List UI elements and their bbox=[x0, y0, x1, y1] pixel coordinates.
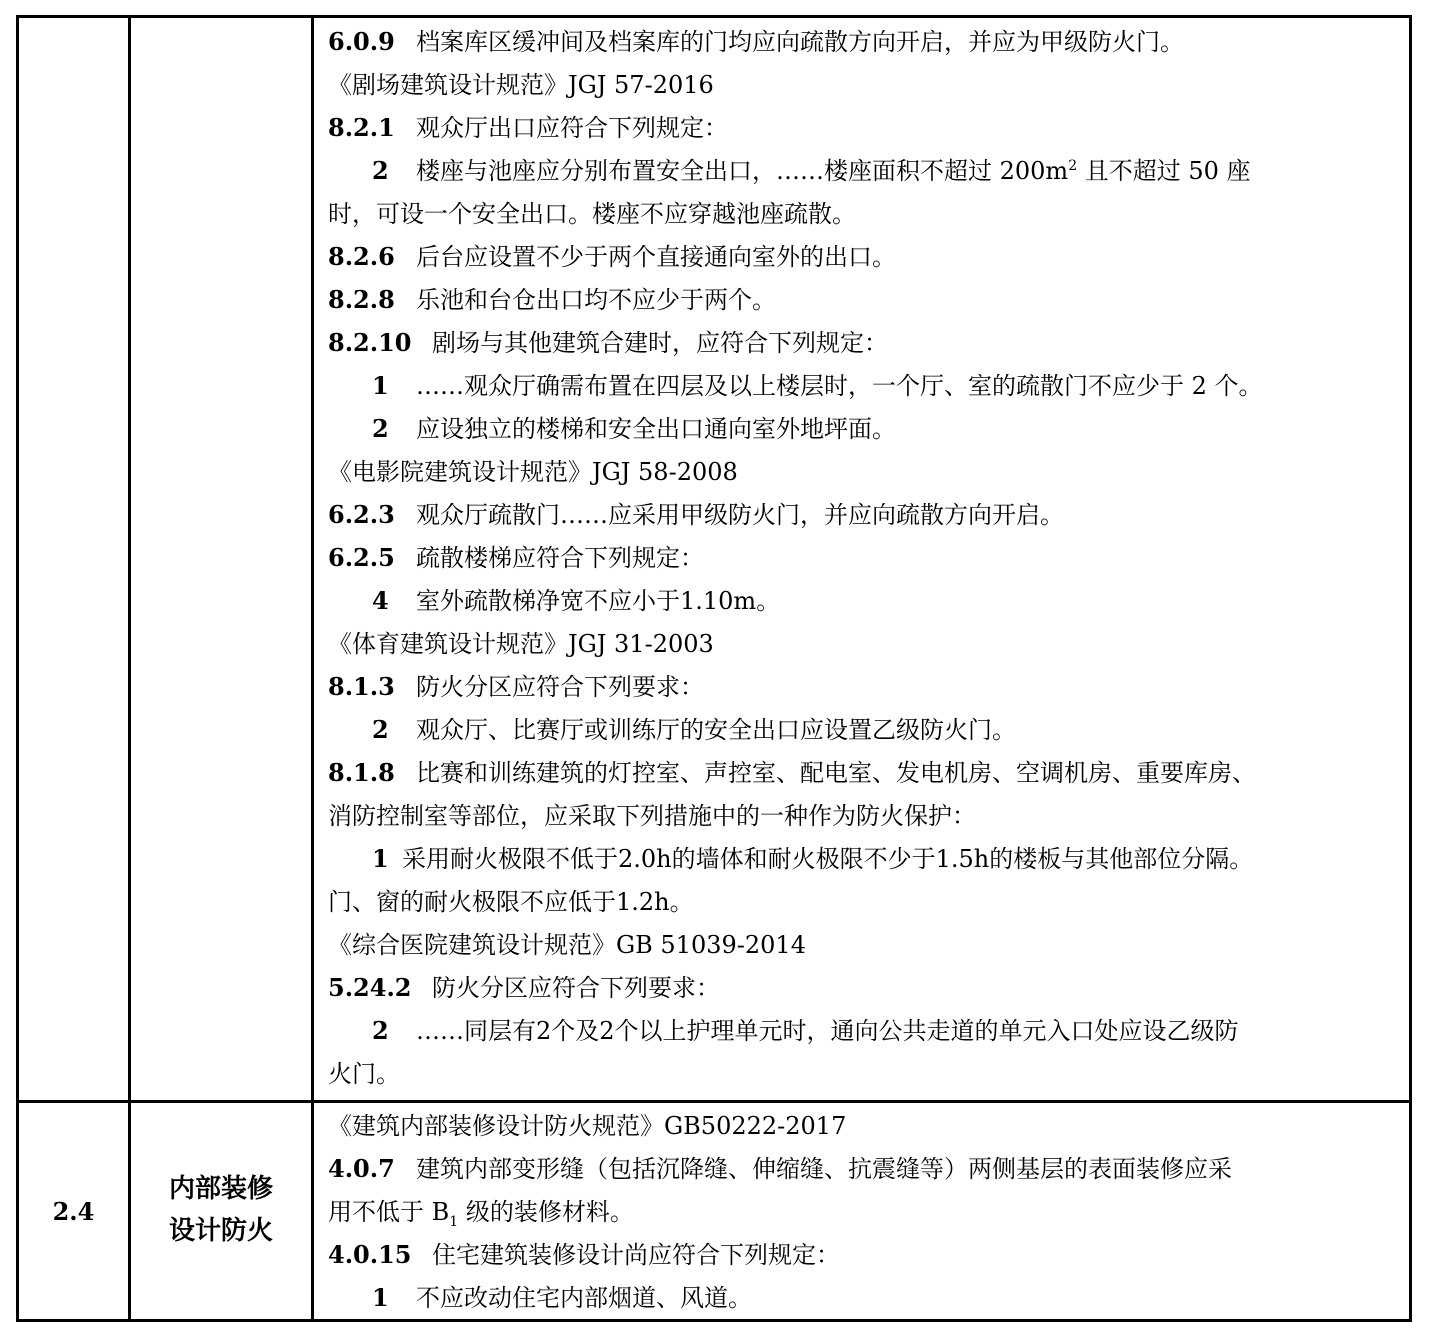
clause-item bbox=[372, 1016, 1433, 1046]
clause-text: 后台应设置不少于两个直接通向室外的出口。 bbox=[416, 243, 896, 271]
table-bottom-border bbox=[16, 1319, 1412, 1322]
standard-title bbox=[328, 1111, 1398, 1141]
clause-text: 乐池和台仓出口均不应少于两个。 bbox=[416, 286, 776, 314]
item-number: 2 bbox=[372, 156, 389, 185]
clause-line bbox=[328, 1154, 1398, 1184]
clause-item bbox=[372, 371, 1433, 401]
item-text: ……观众厅确需布置在四层及以上楼层时，一个厅、室的疏散门不应少于 2 个。 bbox=[416, 372, 1263, 400]
clause-item bbox=[372, 715, 1433, 745]
clause-line bbox=[328, 973, 1398, 1003]
table-left-border bbox=[16, 15, 19, 1322]
continuation-text: 门、窗的耐火极限不应低于1.2h。 bbox=[328, 888, 694, 916]
clause-text: 住宅建筑装修设计尚应符合下列规定： bbox=[432, 1241, 840, 1269]
subscript: 1 bbox=[449, 1213, 459, 1230]
clause-item bbox=[372, 1283, 1433, 1313]
clause-item bbox=[372, 414, 1433, 444]
item-number: 2 bbox=[372, 715, 389, 744]
section-number: 2.4 bbox=[52, 1197, 95, 1226]
clause-item bbox=[372, 156, 1396, 186]
item-number: 1 bbox=[372, 844, 389, 873]
table-right-border bbox=[1409, 15, 1412, 1322]
table-top-border bbox=[16, 15, 1412, 18]
clause-number: 8.2.8 bbox=[328, 285, 395, 314]
clause-line bbox=[328, 285, 1398, 315]
clause-number: 6.2.3 bbox=[328, 500, 395, 529]
item-text-cont: 且不超过 50 座 bbox=[1077, 157, 1251, 185]
clause-number: 8.1.8 bbox=[328, 758, 395, 787]
item-text: 楼座与池座应分别布置安全出口，……楼座面积不超过 200m bbox=[416, 157, 1069, 185]
clause-text: 观众厅疏散门……应采用甲级防火门，并应向疏散方向开启。 bbox=[416, 501, 1064, 529]
item-number: 4 bbox=[372, 586, 389, 615]
item-number: 2 bbox=[372, 414, 389, 443]
continuation-text: 时，可设一个安全出口。楼座不应穿越池座疏散。 bbox=[328, 200, 856, 228]
column-divider-1 bbox=[128, 15, 131, 1322]
clause-item bbox=[372, 844, 1398, 874]
clause-number: 6.2.5 bbox=[328, 543, 395, 572]
clause-text: 建筑内部变形缝（包括沉降缝、伸缩缝、抗震缝等）两侧基层的表面装修应采 bbox=[416, 1155, 1232, 1183]
item-text: 采用耐火极限不低于2.0h的墙体和耐火极限不少于1.5h的楼板与其他部位分隔。 bbox=[402, 845, 1254, 873]
item-text: 室外疏散梯净宽不应小于1.10m。 bbox=[416, 587, 781, 615]
clause-number: 8.2.10 bbox=[328, 328, 412, 357]
clause-number: 8.1.3 bbox=[328, 672, 395, 701]
clause-number: 4.0.7 bbox=[328, 1154, 395, 1183]
item-text: 观众厅、比赛厅或训练厅的安全出口应设置乙级防火门。 bbox=[416, 716, 1016, 744]
continuation-text: 用不低于 B bbox=[328, 1198, 450, 1226]
standard-title-text: 《体育建筑设计规范》JGJ 31-2003 bbox=[328, 630, 714, 658]
clause-line bbox=[328, 328, 1398, 358]
standard-title bbox=[328, 629, 1398, 659]
item-text: 应设独立的楼梯和安全出口通向室外地坪面。 bbox=[416, 415, 896, 443]
section-title-line1: 内部装修 bbox=[168, 1174, 273, 1204]
standard-title bbox=[328, 457, 1398, 487]
clause-continuation bbox=[328, 801, 1398, 831]
item-number: 2 bbox=[372, 1016, 389, 1045]
clause-line bbox=[328, 758, 1398, 788]
clause-number: 8.2.1 bbox=[328, 113, 395, 142]
clause-number: 8.2.6 bbox=[328, 242, 395, 271]
clause-line bbox=[328, 672, 1398, 702]
clause-line bbox=[328, 27, 1398, 57]
clause-text: 剧场与其他建筑合建时，应符合下列规定： bbox=[432, 329, 888, 357]
clause-text: 防火分区应符合下列要求： bbox=[432, 974, 720, 1002]
row-divider bbox=[16, 1100, 1412, 1103]
clause-continuation bbox=[328, 1197, 1398, 1230]
clause-item bbox=[372, 586, 1433, 616]
standard-title-text: 《建筑内部装修设计防火规范》GB50222-2017 bbox=[328, 1112, 847, 1140]
continuation-text-cont: 级的装修材料。 bbox=[458, 1198, 634, 1226]
clause-number: 4.0.15 bbox=[328, 1240, 412, 1269]
section-title bbox=[130, 1168, 312, 1252]
continuation-text: 火门。 bbox=[328, 1060, 400, 1088]
clause-number: 5.24.2 bbox=[328, 973, 412, 1002]
clause-text: 观众厅出口应符合下列规定： bbox=[416, 114, 728, 142]
standard-title bbox=[328, 930, 1398, 960]
clause-text: 防火分区应符合下列要求： bbox=[416, 673, 704, 701]
clause-text: 档案库区缓冲间及档案库的门均应向疏散方向开启，并应为甲级防火门。 bbox=[416, 28, 1184, 56]
standard-title bbox=[328, 70, 1398, 100]
item-text: ……同层有2个及2个以上护理单元时，通向公共走道的单元入口处应设乙级防 bbox=[416, 1017, 1239, 1045]
clause-line bbox=[328, 500, 1398, 530]
superscript: 2 bbox=[1068, 158, 1078, 174]
continuation-text: 消防控制室等部位，应采取下列措施中的一种作为防火保护： bbox=[328, 802, 976, 830]
item-text: 不应改动住宅内部烟道、风道。 bbox=[416, 1284, 752, 1312]
clause-continuation bbox=[328, 887, 1398, 917]
item-number: 1 bbox=[372, 371, 389, 400]
clause-line bbox=[328, 242, 1398, 272]
standard-title-text: 《剧场建筑设计规范》JGJ 57-2016 bbox=[328, 71, 714, 99]
column-divider-2 bbox=[311, 15, 314, 1322]
clause-line bbox=[328, 543, 1398, 573]
clause-continuation bbox=[328, 1059, 1398, 1089]
clause-text: 比赛和训练建筑的灯控室、声控室、配电室、发电机房、空调机房、重要库房、 bbox=[416, 759, 1256, 787]
standard-title-text: 《综合医院建筑设计规范》GB 51039-2014 bbox=[328, 931, 806, 959]
clause-number: 6.0.9 bbox=[328, 27, 395, 56]
clause-line bbox=[328, 1240, 1398, 1270]
clause-text: 疏散楼梯应符合下列规定： bbox=[416, 544, 704, 572]
section-title-line2: 设计防火 bbox=[168, 1216, 273, 1246]
item-number: 1 bbox=[372, 1283, 389, 1312]
clause-continuation bbox=[328, 199, 1398, 229]
standard-title-text: 《电影院建筑设计规范》JGJ 58-2008 bbox=[328, 458, 738, 486]
clause-line bbox=[328, 113, 1398, 143]
